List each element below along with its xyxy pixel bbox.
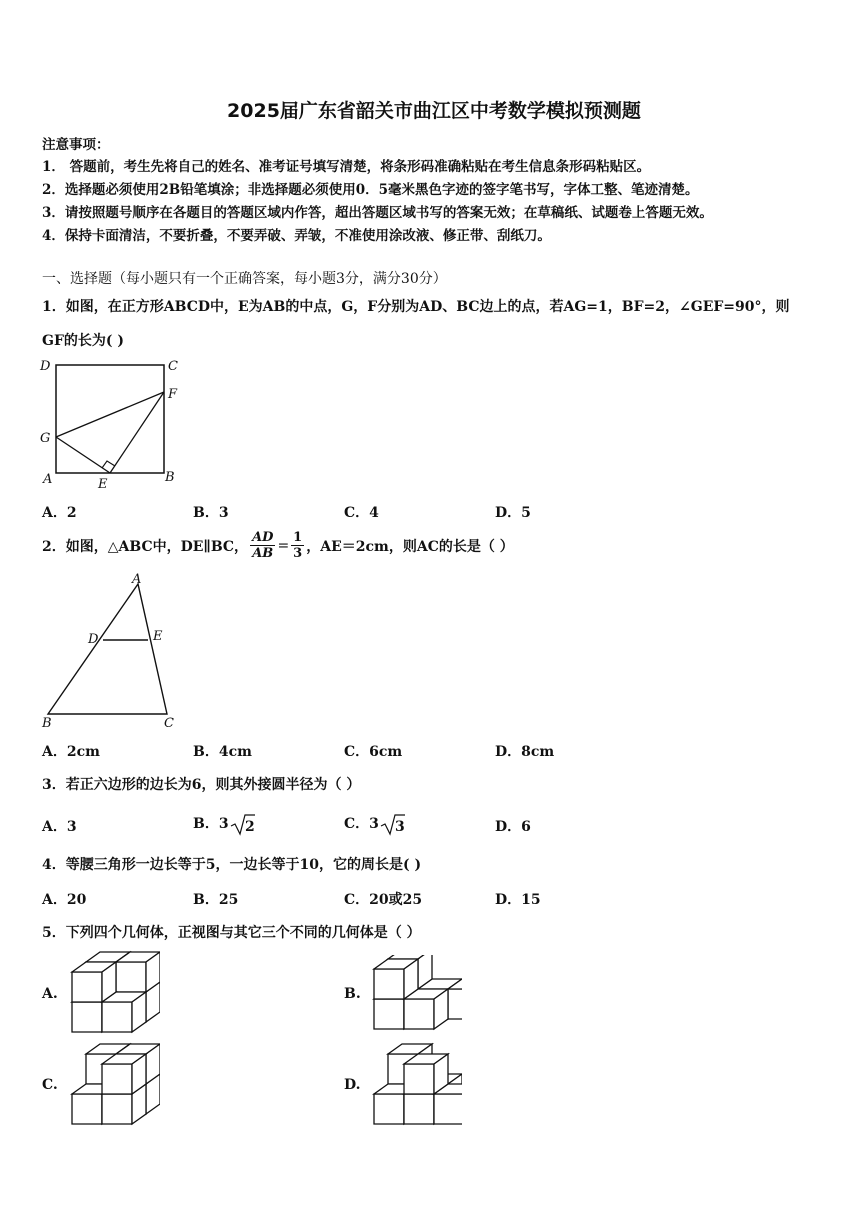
cube-face (72, 1002, 102, 1032)
cube-face (102, 1002, 132, 1032)
q4-stem: 4．等腰三角形一边长等于5，一边长等于10，它的周长是( ) (42, 857, 422, 873)
q5-option-a: A. (42, 986, 58, 1002)
cube-face (448, 989, 462, 1019)
page-title: 2025届广东省韶关市曲江区中考数学模拟预测题 (227, 100, 641, 122)
q2-fraction (250, 530, 275, 561)
q5-option-c: C. (42, 1077, 58, 1093)
q2-label-a: A (132, 572, 142, 587)
q2-option-b: B．4cm (193, 744, 252, 760)
cube-face (102, 1094, 132, 1124)
q2-eq: = (277, 537, 290, 554)
q3-option-c (344, 812, 405, 836)
q2-stem (42, 530, 514, 561)
q2-label-b: B (42, 716, 52, 731)
q3-option-a: A．3 (42, 819, 77, 835)
q5-solid-c (70, 1042, 160, 1127)
q4-option-a: A．20 (42, 892, 87, 908)
q3-option-d: D．6 (495, 819, 531, 835)
q4-option-d: D．15 (495, 892, 541, 908)
q4-option-c: C．20或25 (344, 892, 423, 908)
notes-heading: 注意事项： (42, 137, 110, 153)
q1-label-e: E (98, 477, 108, 492)
q3-radicand-c: 3 (394, 819, 405, 835)
q5-option-b: B. (344, 986, 361, 1002)
cube-face (434, 1094, 462, 1124)
q2-label-e: E (153, 629, 163, 644)
q1-option-b: B．3 (193, 505, 229, 521)
q1-label-b: B (165, 470, 175, 485)
q2-val-den: 3 (293, 546, 303, 561)
q5-solid-a (70, 950, 160, 1035)
q1-stem-cont: GF的长为( ) (42, 333, 125, 349)
note-item: 4．保持卡面清洁，不要折叠，不要弄破、弄皱，不准使用涂改液、修正带、刮纸刀。 (42, 228, 551, 244)
q3-stem: 3．若正六边形的边长为6，则其外接圆半径为（ ） (42, 777, 361, 793)
q2-frac-den: AB (252, 546, 274, 561)
note-item: 1． 答题前，考生先将自己的姓名、准考证号填写清楚，将条形码准确粘贴在考生信息条形码粘贴区。 (42, 159, 651, 175)
section-heading: 一、选择题（每小题只有一个正确答案，每小题3分，满分30分） (42, 271, 447, 287)
q5-option-d: D. (344, 1077, 361, 1093)
q3-option-b-label: B．3 (193, 816, 229, 832)
q2-stem-post: ，AE＝2cm，则AC的长是（ ） (306, 538, 514, 555)
q5-solid-d (372, 1042, 462, 1127)
q2-val-num: 1 (293, 530, 303, 545)
cube-face (374, 1094, 404, 1124)
q2-triangle-figure (36, 572, 186, 732)
q1-option-c: C．4 (344, 505, 379, 521)
q1-label-g: G (40, 431, 51, 446)
cube-face (404, 999, 434, 1029)
q1-label-d: D (40, 359, 51, 374)
note-item: 2．选择题必须使用2B铅笔填涂；非选择题必须使用0．5毫米黑色字迹的签字笔书写，字体工整、笔迹清楚。 (42, 182, 699, 198)
q1-label-c: C (168, 359, 178, 374)
q5-stem: 5．下列四个几何体，正视图与其它三个不同的几何体是（ ） (42, 925, 421, 941)
cube-face (72, 1094, 102, 1124)
q3-option-c-label: C．3 (344, 816, 379, 832)
q2-label-d: D (88, 632, 99, 647)
cube-face (374, 969, 404, 999)
cube-face (72, 972, 102, 1002)
q1-label-a: A (43, 472, 53, 487)
cube-face (404, 1094, 434, 1124)
q1-option-d: D．5 (495, 505, 531, 521)
q2-value-fraction (291, 530, 304, 561)
q3-option-b (193, 812, 255, 836)
sqrt-sign-icon (229, 812, 255, 836)
q1-square-figure (36, 355, 196, 495)
q1-stem: 1．如图，在正方形ABCD中，E为AB的中点，G，F分别为AD、BC边上的点，若AG=1，BF=2，∠GEF=90°，则 (42, 299, 790, 315)
q2-option-c: C．6cm (344, 744, 403, 760)
q1-label-f: F (168, 387, 178, 402)
sqrt-sign-icon (379, 812, 405, 836)
q4-option-b: B．25 (193, 892, 239, 908)
q2-frac-num: AD (252, 530, 274, 545)
note-item: 3．请按照题号顺序在各题目的答题区域内作答，超出答题区域书写的答案无效；在草稿纸、试题卷上答题无效。 (42, 205, 713, 221)
q2-stem-pre: 2．如图，△ABC中，DE∥BC， (42, 538, 249, 555)
cube-face (404, 1064, 434, 1094)
cube-face (102, 1064, 132, 1094)
cube-face (374, 999, 404, 1029)
q2-option-d: D．8cm (495, 744, 555, 760)
cube-face (116, 962, 146, 992)
q2-label-c: C (164, 716, 174, 731)
q1-option-a: A．2 (42, 505, 77, 521)
q3-radicand-b: 2 (244, 819, 255, 835)
q2-option-a: A．2cm (42, 744, 100, 760)
q5-solid-b (372, 955, 462, 1035)
